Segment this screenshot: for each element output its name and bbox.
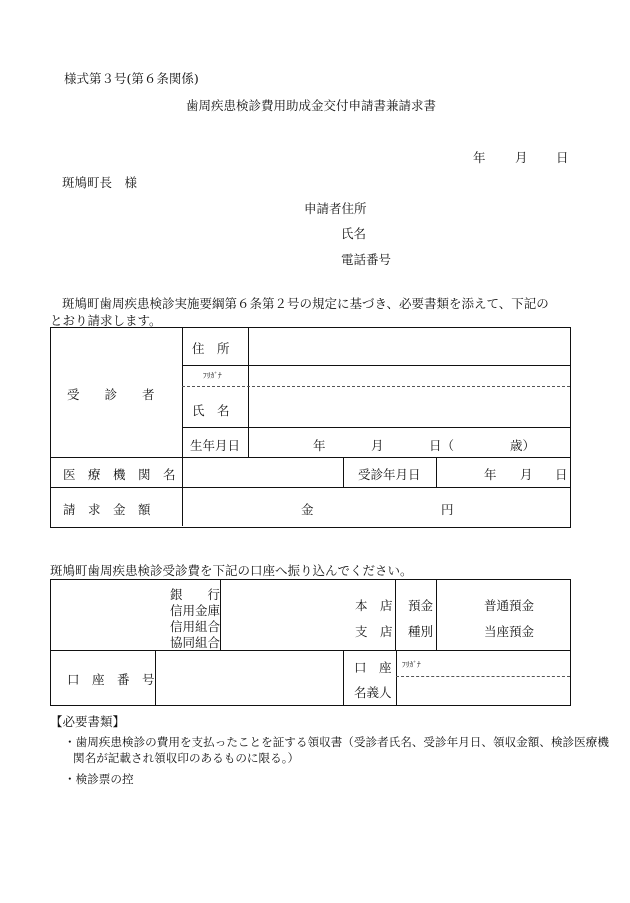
- head-office-label: 本 店: [355, 598, 393, 613]
- transfer-note: 斑鳩町歯周疾患検診受診費を下記の口座へ振り込んでください。: [50, 563, 413, 578]
- table2-divider: [436, 580, 437, 650]
- table1-row-line: [51, 487, 570, 488]
- table1-row-line: [51, 457, 570, 458]
- table2-divider: [220, 580, 221, 650]
- dob-day: 日（: [429, 438, 455, 453]
- required-doc-item-1-cont: 関名が記載され領収印のあるものに限る。）: [73, 751, 300, 765]
- kin-label: 金: [301, 502, 314, 517]
- date-month-label: 月: [515, 150, 528, 165]
- dob-month: 月: [371, 438, 384, 453]
- addressee: 斑鳩町長 様: [62, 175, 138, 190]
- exam-date-label: 受診年月日: [358, 467, 421, 482]
- intro-line-1: 斑鳩町歯周疾患検診実施要綱第６条第２号の規定に基づき、必要書類を添えて、下記の: [62, 296, 549, 311]
- bank-type-credit-union: 信用組合: [170, 619, 221, 634]
- dob-label: 生年月日: [190, 438, 241, 453]
- applicant-phone-label: 電話番号: [341, 252, 392, 267]
- applicant-address-label: 申請者住所: [304, 201, 367, 216]
- account-holder-label-1: 口 座: [354, 660, 392, 675]
- date-day-label: 日: [556, 150, 569, 165]
- table2-divider: [395, 580, 396, 650]
- yen-label: 円: [441, 502, 454, 517]
- current-deposit: 当座預金: [484, 624, 535, 639]
- required-doc-item-2: ・検診票の控: [64, 772, 134, 786]
- exam-year: 年: [484, 467, 497, 482]
- intro-line-2: とおり請求します。: [50, 313, 162, 328]
- deposit-type-label-1: 預金: [408, 598, 434, 613]
- table2-divider: [155, 650, 156, 705]
- table1-row-line: [182, 427, 570, 428]
- deposit-type-label-2: 種別: [408, 624, 434, 639]
- form-number: 様式第３号(第６条関係): [64, 71, 199, 86]
- table1-divider: [343, 457, 344, 487]
- date-year-label: 年: [473, 150, 486, 165]
- address-label: 住 所: [192, 341, 230, 356]
- ordinary-deposit: 普通預金: [484, 598, 535, 613]
- name-label: 氏 名: [192, 403, 230, 418]
- branch-label: 支 店: [355, 624, 393, 639]
- institution-label: 医 療 機 関 名: [63, 467, 176, 482]
- examinee-label: 受 診 者: [67, 387, 155, 402]
- dob-year: 年: [313, 438, 326, 453]
- table1-divider: [436, 457, 437, 487]
- bank-type-cooperative: 協同組合: [170, 635, 221, 650]
- furigana-label: ﾌﾘｶﾞﾅ: [203, 371, 222, 380]
- table2-dashed-line: [396, 676, 570, 677]
- bank-type-bank: 銀 行: [170, 587, 221, 602]
- table1-divider: [248, 328, 249, 457]
- bank-type-shinkin: 信用金庫: [170, 603, 221, 618]
- claim-amount-label: 請 求 金 額: [63, 502, 151, 517]
- table2-divider: [396, 650, 397, 705]
- table2-row-line: [51, 650, 570, 651]
- table2-divider: [343, 650, 344, 705]
- account-number-label: 口 座 番 号: [67, 672, 155, 687]
- form-title: 歯周疾患検診費用助成金交付申請書兼請求書: [186, 98, 437, 113]
- account-holder-label-2: 名義人: [354, 685, 392, 700]
- exam-day: 日: [555, 467, 568, 482]
- table1-row-line: [182, 365, 570, 366]
- applicant-name-label: 氏名: [341, 226, 367, 241]
- exam-month: 月: [520, 467, 533, 482]
- dob-age: 歳）: [510, 438, 536, 453]
- required-docs-heading: 【必要書類】: [50, 714, 126, 729]
- table1-dashed-line: [182, 386, 570, 387]
- holder-furigana-label: ﾌﾘｶﾞﾅ: [402, 660, 421, 669]
- required-doc-item-1: ・歯周疾患検診の費用を支払ったことを証する領収書（受診者氏名、受診年月日、領収金額、検診医療機: [64, 735, 609, 749]
